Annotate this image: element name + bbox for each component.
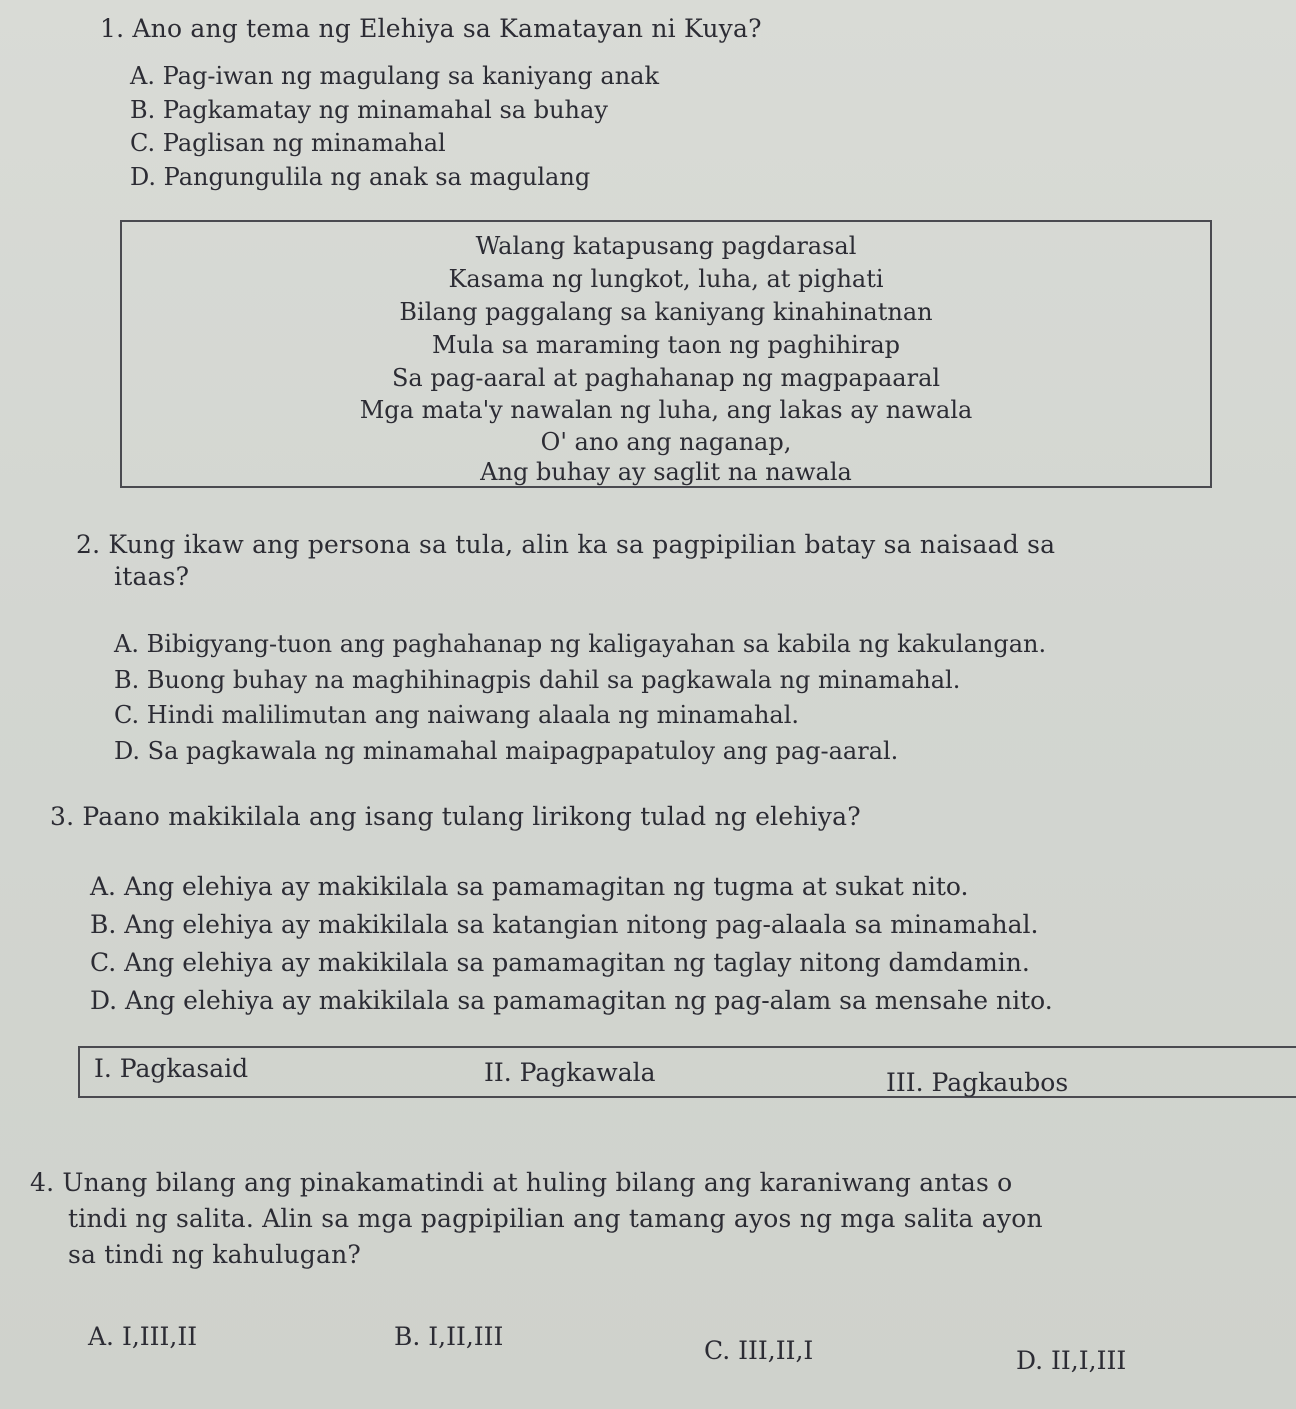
question-4-line-1: 4. Unang bilang ang pinakamatindi at huling bilang ang karaniwang antas o (30, 1168, 1013, 1197)
q3-option-a: A. Ang elehiya ay makikilala sa pamamagitan ng tugma at sukat nito. (90, 872, 969, 901)
question-4-line-3: sa tindi ng kahulugan? (68, 1240, 361, 1269)
q3-option-d: D. Ang elehiya ay makikilala sa pamamagitan ng pag-alam sa mensahe nito. (90, 986, 1053, 1015)
question-4-line-2: tindi ng salita. Alin sa mga pagpipilian ang tamang ayos ng mga salita ayon (68, 1204, 1043, 1233)
term-i: I. Pagkasaid (94, 1054, 249, 1083)
q1-option-d: D. Pangungulila ng anak sa magulang (130, 163, 591, 191)
poem-line: Kasama ng lungkot, luha, at pighati (448, 265, 884, 293)
q3-option-c: C. Ang elehiya ay makikilala sa pamamagitan ng taglay nitong damdamin. (90, 948, 1030, 977)
poem-line: Mula sa maraming taon ng paghihirap (431, 331, 900, 359)
q2-option-b: B. Buong buhay na maghihinagpis dahil sa pagkawala ng minamahal. (114, 666, 961, 694)
q2-option-c: C. Hindi malilimutan ang naiwang alaala ng minamahal. (114, 701, 800, 729)
q2-option-a: A. Bibigyang-tuon ang paghahanap ng kaligayahan sa kabila ng kakulangan. (114, 630, 1047, 658)
q2-option-d: D. Sa pagkawala ng minamahal maipagpapatuloy ang pag-aaral. (114, 737, 899, 765)
poem-line: Mga mata'y nawalan ng luha, ang lakas ay nawala (359, 396, 973, 424)
q1-option-a: A. Pag-iwan ng magulang sa kaniyang anak (130, 62, 659, 90)
poem-line: Ang buhay ay saglit na nawala (480, 458, 852, 486)
term-iii: III. Pagkaubos (886, 1068, 1069, 1097)
q3-option-b: B. Ang elehiya ay makikilala sa katangian nitong pag-alaala sa minamahal. (90, 910, 1039, 939)
q4-option-c: C. III,II,I (704, 1336, 814, 1365)
q4-option-a: A. I,III,II (88, 1322, 198, 1351)
terms-box (78, 1046, 1296, 1098)
question-1: 1. Ano ang tema ng Elehiya sa Kamatayan ni Kuya? (100, 14, 762, 43)
poem-line: Sa pag-aaral at paghahanap ng magpapaaral (391, 364, 941, 392)
question-2-line-2: itaas? (114, 562, 190, 591)
q1-option-b: B. Pagkamatay ng minamahal sa buhay (130, 96, 608, 124)
q4-option-b: B. I,II,III (394, 1322, 504, 1351)
poem-line: O' ano ang naganap, (540, 428, 792, 456)
q4-option-d: D. II,I,III (1016, 1346, 1127, 1375)
q1-option-c: C. Paglisan ng minamahal (130, 129, 446, 157)
term-ii: II. Pagkawala (484, 1058, 656, 1087)
question-2-line-1: 2. Kung ikaw ang persona sa tula, alin ka sa pagpipilian batay sa naisaad sa (76, 530, 1056, 559)
poem-line: Walang katapusang pagdarasal (475, 232, 857, 260)
poem-line: Bilang paggalang sa kaniyang kinahinatnan (399, 298, 933, 326)
poem-box (120, 220, 1212, 488)
question-3: 3. Paano makikilala ang isang tulang lirikong tulad ng elehiya? (50, 802, 861, 831)
